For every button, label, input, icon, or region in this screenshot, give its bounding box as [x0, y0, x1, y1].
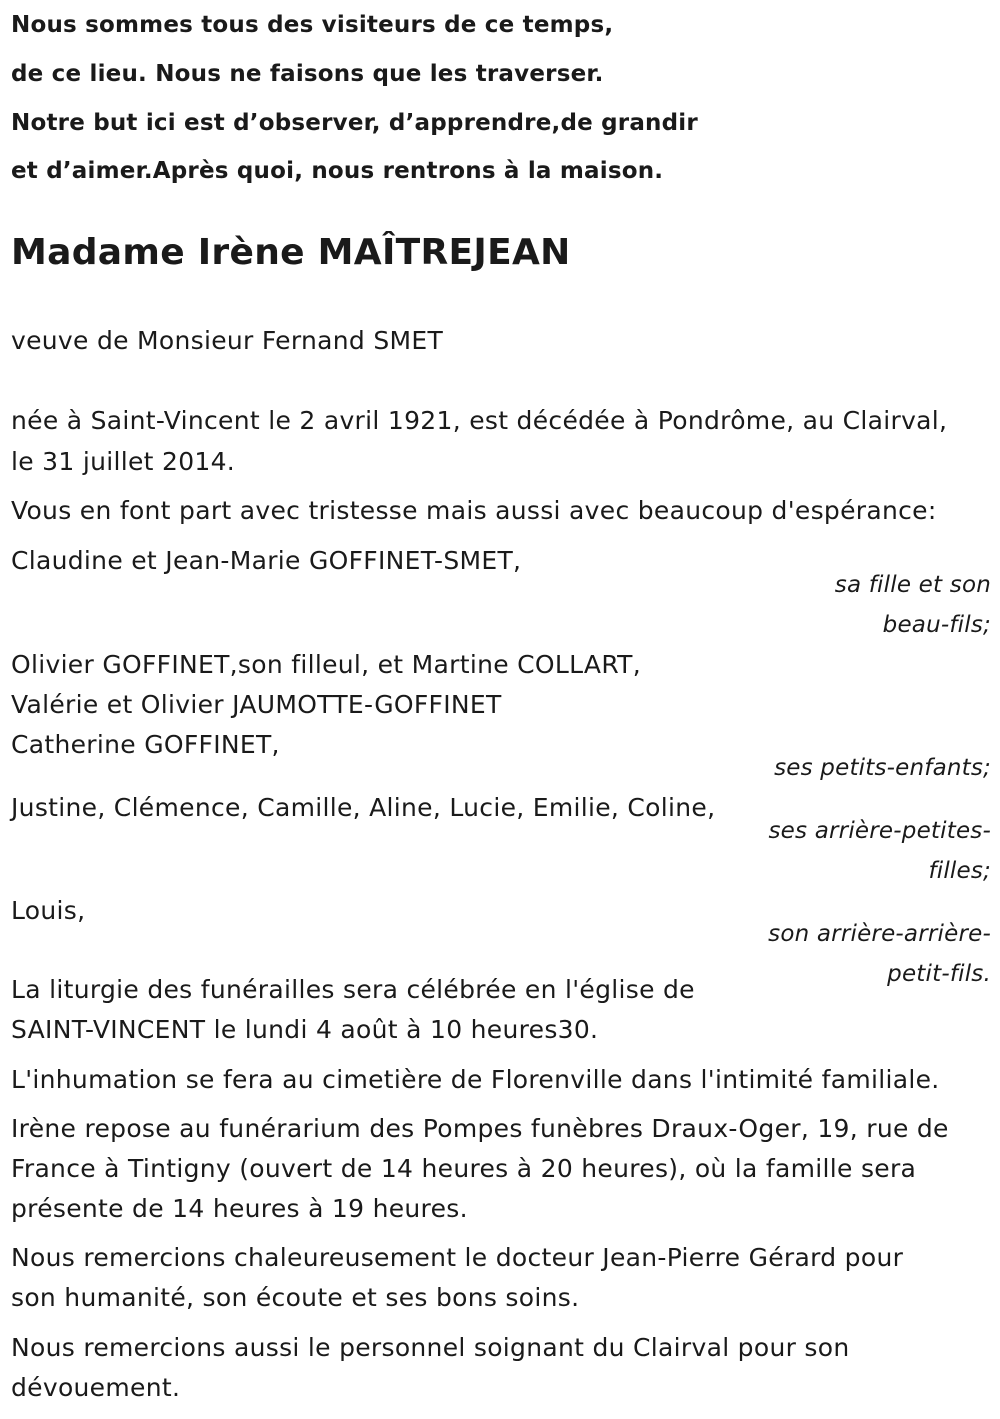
children-relation-line-1: sa fille et son: [834, 572, 991, 598]
great-grandchildren-relation-line-1: ses arrière-petites-: [768, 818, 991, 844]
grandchildren-name-3: Catherine GOFFINET,: [11, 730, 280, 759]
announcement-line: Vous en font part avec tristesse mais aussi avec beaucoup d'espérance:: [11, 496, 937, 525]
poem-line-2: de ce lieu. Nous ne faisons que les traverser.: [11, 61, 604, 87]
deceased-name: Madame Irène MAÎTREJEAN: [11, 232, 571, 273]
children-names: Claudine et Jean-Marie GOFFINET-SMET,: [11, 546, 522, 575]
liturgy-line-1: La liturgie des funérailles sera célébrée en l'église de: [11, 975, 695, 1004]
repose-line-2: France à Tintigny (ouvert de 14 heures à 20 heures), où la famille sera: [11, 1154, 917, 1183]
poem-line-4: et d’aimer.Après quoi, nous rentrons à la maison.: [11, 158, 664, 184]
thanks-doctor-line-1: Nous remercions chaleureusement le docteur Jean-Pierre Gérard pour: [11, 1243, 904, 1272]
repose-line-1: Irène repose au funérarium des Pompes funèbres Draux-Oger, 19, rue de: [11, 1114, 949, 1143]
great-great-grandchildren-relation-line-1: son arrière-arrière-: [768, 921, 991, 947]
birth-death-line-2: le 31 juillet 2014.: [11, 447, 236, 476]
liturgy-line-2: SAINT-VINCENT le lundi 4 août à 10 heures30.: [11, 1015, 599, 1044]
great-grandchildren-names: Justine, Clémence, Camille, Aline, Lucie, Emilie, Coline,: [11, 793, 716, 822]
thanks-staff-line-1: Nous remercions aussi le personnel soignant du Clairval pour son: [11, 1333, 850, 1362]
poem-line-1: Nous sommes tous des visiteurs de ce temps,: [11, 12, 614, 38]
repose-line-3: présente de 14 heures à 19 heures.: [11, 1194, 468, 1223]
birth-death-line-1: née à Saint-Vincent le 2 avril 1921, est décédée à Pondrôme, au Clairval,: [11, 406, 948, 435]
thanks-doctor-line-2: son humanité, son écoute et ses bons soins.: [11, 1283, 580, 1312]
spouse-line: veuve de Monsieur Fernand SMET: [11, 326, 444, 355]
thanks-staff-line-2: dévouement.: [11, 1373, 181, 1402]
grandchildren-name-2: Valérie et Olivier JAUMOTTE-GOFFINET: [11, 690, 502, 719]
poem-line-3: Notre but ici est d’observer, d’apprendre,de grandir: [11, 110, 698, 136]
burial-line: L'inhumation se fera au cimetière de Florenville dans l'intimité familiale.: [11, 1065, 940, 1094]
great-great-grandchildren-relation-line-2: petit-fils.: [887, 961, 991, 987]
grandchildren-relation: ses petits-enfants;: [774, 755, 991, 781]
children-relation-line-2: beau-fils;: [882, 612, 991, 638]
great-great-grandchildren-names: Louis,: [11, 896, 86, 925]
grandchildren-name-1: Olivier GOFFINET,son filleul, et Martine COLLART,: [11, 650, 641, 679]
great-grandchildren-relation-line-2: filles;: [928, 858, 991, 884]
